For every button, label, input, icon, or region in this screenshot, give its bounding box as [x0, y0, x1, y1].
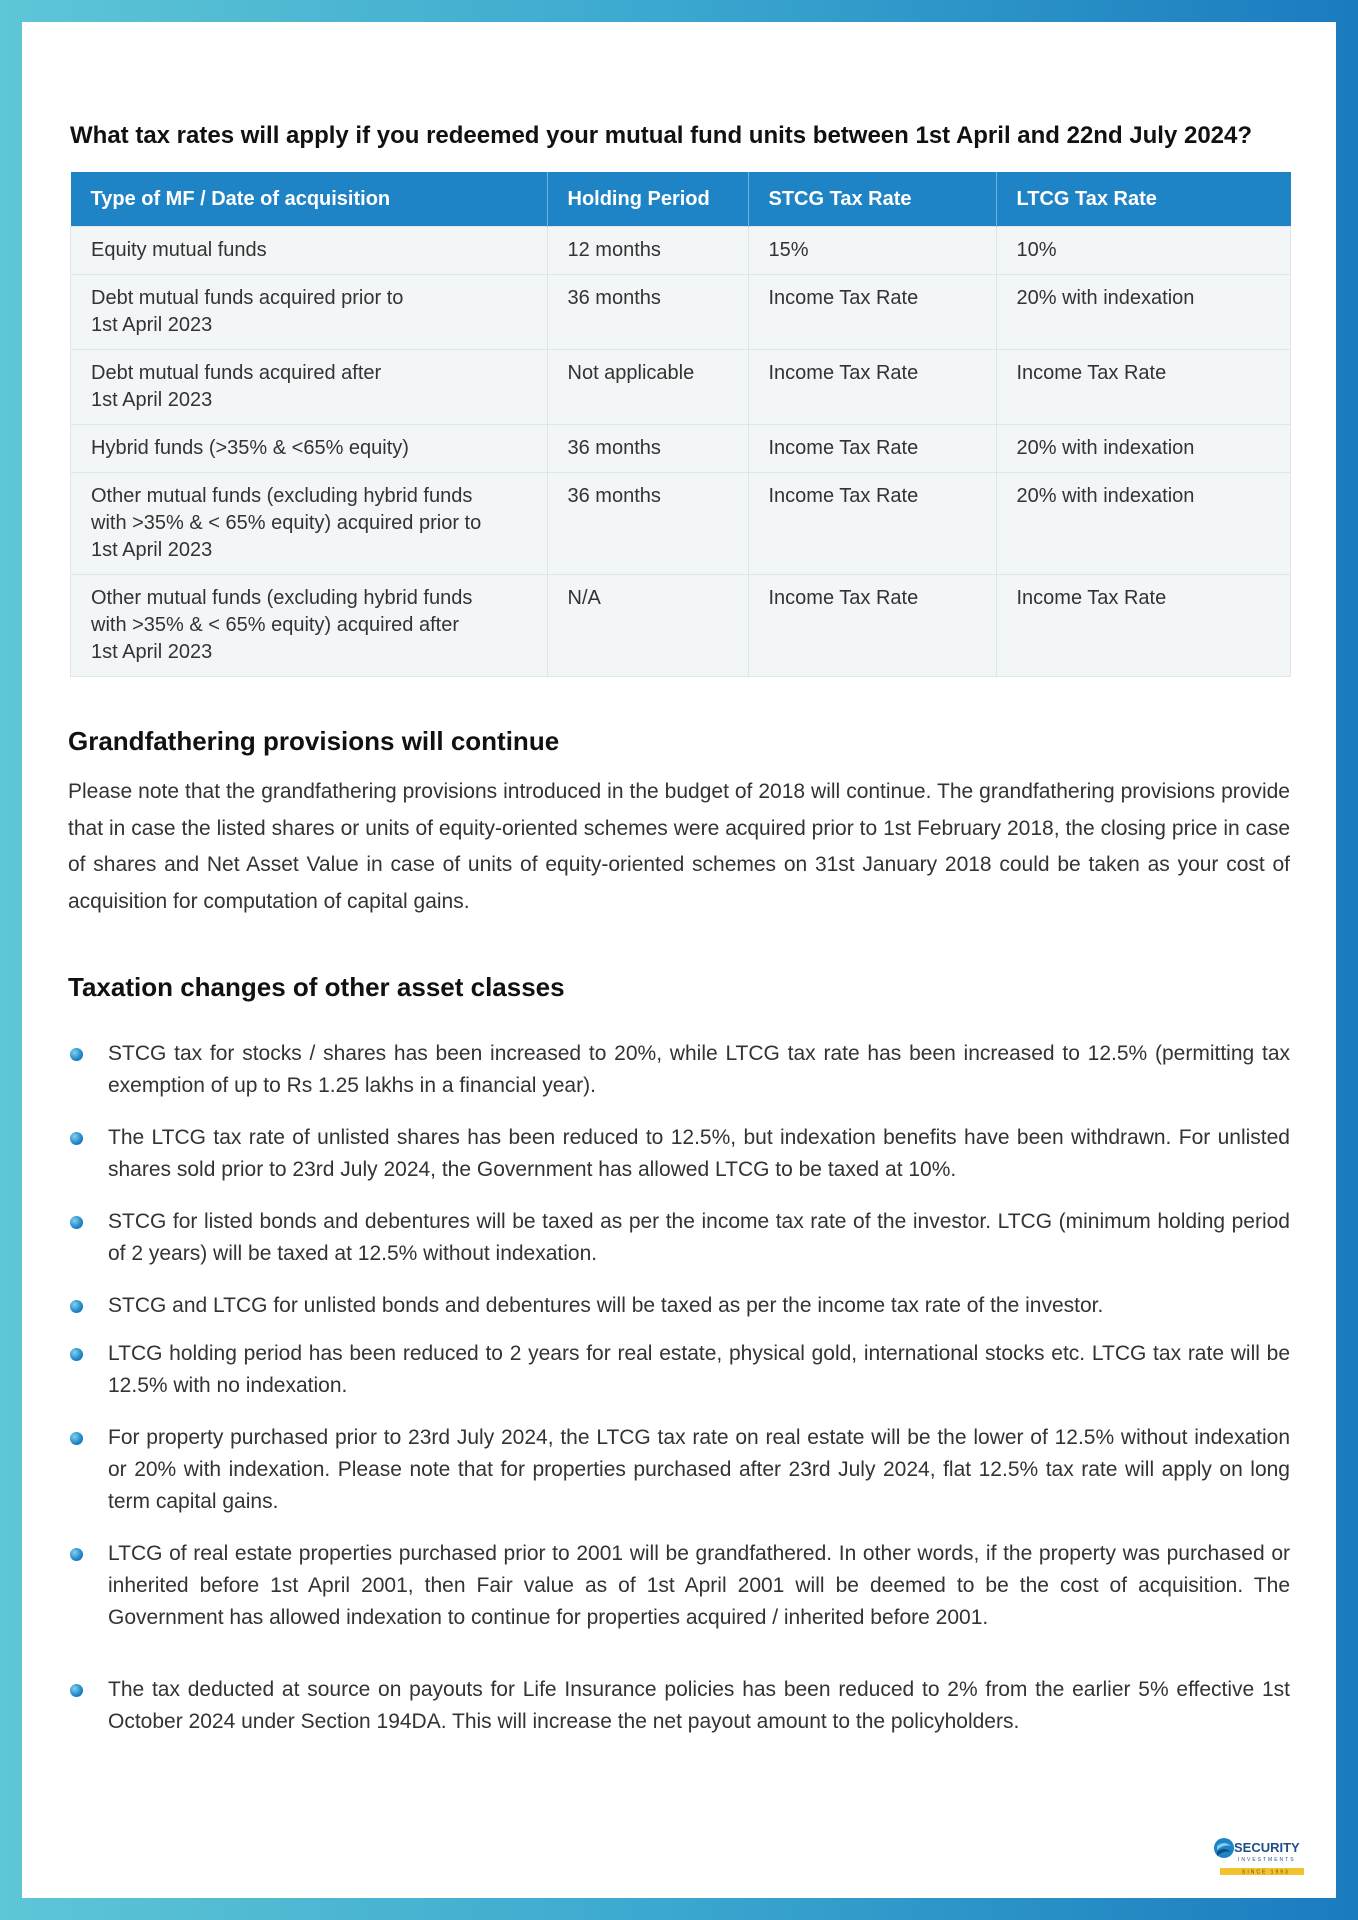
question-heading: What tax rates will apply if you redeemed your mutual fund units between 1st April and 22nd July 2024?	[70, 122, 1253, 149]
bullet-icon	[70, 1216, 83, 1229]
table-header-row	[71, 172, 1291, 227]
list-item-text: STCG tax for stocks / shares has been increased to 20%, while LTCG tax rate has been increased to 12.5% (permitting tax exemption of up to Rs 1.25 lakhs in a financial year).	[108, 1042, 1290, 1097]
list-item	[68, 1122, 1290, 1186]
cell-holding: Not applicable	[547, 350, 748, 425]
cell-stcg: Income Tax Rate	[748, 425, 996, 473]
bullet-icon	[70, 1348, 83, 1361]
cell-type: Debt mutual funds acquired after 1st April 2023	[71, 350, 548, 425]
bullet-icon	[70, 1548, 83, 1561]
cell-stcg: Income Tax Rate	[748, 350, 996, 425]
list-item-text: STCG for listed bonds and debentures will be taxed as per the income tax rate of the investor. LTCG (minimum holding period of 2 years) will be taxed at 12.5% without indexation.	[108, 1210, 1290, 1265]
table-row	[71, 227, 1291, 275]
bullet-icon	[70, 1432, 83, 1445]
list-item	[68, 1290, 1290, 1322]
cell-type: Equity mutual funds	[71, 227, 548, 275]
other-assets-heading: Taxation changes of other asset classes	[68, 972, 565, 1002]
cell-type: Other mutual funds (excluding hybrid funds with >35% & < 65% equity) acquired prior to 1st April 2023	[71, 473, 548, 575]
list-item	[68, 1038, 1290, 1102]
logo-name: SECURITY	[1234, 1840, 1300, 1855]
cell-ltcg: 20% with indexation	[996, 275, 1291, 350]
cell-stcg: Income Tax Rate	[748, 575, 996, 677]
cell-stcg: Income Tax Rate	[748, 473, 996, 575]
tax-rates-table	[70, 172, 1291, 677]
list-item-text: For property purchased prior to 23rd July 2024, the LTCG tax rate on real estate will be the lower of 12.5% without indexation or 20% with indexation. Please note that for properties purchased after 23rd July 2024, flat 12.5% tax rate will apply on long term capital gains.	[108, 1426, 1290, 1513]
document-page	[22, 22, 1336, 1898]
cell-ltcg: Income Tax Rate	[996, 350, 1291, 425]
table-row	[71, 275, 1291, 350]
list-item	[68, 1422, 1290, 1518]
cell-ltcg: 20% with indexation	[996, 425, 1291, 473]
bullet-icon	[70, 1132, 83, 1145]
list-item	[68, 1538, 1290, 1634]
header-stcg-rate: STCG Tax Rate	[748, 172, 996, 227]
header-ltcg-rate: LTCG Tax Rate	[996, 172, 1291, 227]
cell-type: Hybrid funds (>35% & <65% equity)	[71, 425, 548, 473]
cell-ltcg: 10%	[996, 227, 1291, 275]
list-item-text: STCG and LTCG for unlisted bonds and debentures will be taxed as per the income tax rate of the investor.	[108, 1294, 1104, 1317]
list-item-text: The tax deducted at source on payouts for Life Insurance policies has been reduced to 2% from the earlier 5% effective 1st October 2024 under Section 194DA. This will increase the net payout amount to the policyholders.	[108, 1678, 1290, 1733]
header-holding-period: Holding Period	[547, 172, 748, 227]
list-item	[68, 1674, 1290, 1738]
cell-type: Other mutual funds (excluding hybrid funds with >35% & < 65% equity) acquired after 1st April 2023	[71, 575, 548, 677]
table-row	[71, 473, 1291, 575]
logo-tagline: SINCE 1993	[1242, 1869, 1290, 1876]
cell-stcg: 15%	[748, 227, 996, 275]
list-item-text: LTCG holding period has been reduced to 2 years for real estate, physical gold, international stocks etc. LTCG tax rate will be 12.5% with no indexation.	[108, 1342, 1290, 1397]
cell-holding: 36 months	[547, 425, 748, 473]
table-row	[71, 350, 1291, 425]
security-investments-logo	[1212, 1832, 1308, 1880]
bullet-icon	[70, 1300, 83, 1313]
cell-stcg: Income Tax Rate	[748, 275, 996, 350]
grandfathering-heading: Grandfathering provisions will continue	[68, 726, 560, 756]
table-row	[71, 425, 1291, 473]
table-row	[71, 575, 1291, 677]
cell-holding: 36 months	[547, 473, 748, 575]
cell-ltcg: Income Tax Rate	[996, 575, 1291, 677]
other-assets-list	[68, 1038, 1290, 1738]
logo-sub: INVESTMENTS	[1238, 1857, 1296, 1863]
cell-holding: N/A	[547, 575, 748, 677]
list-item	[68, 1206, 1290, 1270]
list-item-text: The LTCG tax rate of unlisted shares has been reduced to 12.5%, but indexation benefits have been withdrawn. For unlisted shares sold prior to 23rd July 2024, the Government has allowed LTCG to be taxed at 10%.	[108, 1126, 1290, 1181]
bullet-icon	[70, 1048, 83, 1061]
list-item-text: LTCG of real estate properties purchased prior to 2001 will be grandfathered. In other words, if the property was purchased or inherited before 1st April 2001, then Fair value as of 1st April 2001 will be deemed to be the cost of acquisition. The Government has allowed indexation to continue for properties acquired / inherited before 2001.	[108, 1542, 1290, 1629]
cell-holding: 12 months	[547, 227, 748, 275]
cell-type: Debt mutual funds acquired prior to 1st April 2023	[71, 275, 548, 350]
cell-holding: 36 months	[547, 275, 748, 350]
header-type: Type of MF / Date of acquisition	[71, 172, 548, 227]
cell-ltcg: 20% with indexation	[996, 473, 1291, 575]
bullet-icon	[70, 1684, 83, 1697]
list-item	[68, 1338, 1290, 1402]
grandfathering-paragraph: Please note that the grandfathering provisions introduced in the budget of 2018 will continue. The grandfathering provisions provide that in case the listed shares or units of equity-oriented schemes were acquired prior to 1st February 2018, the closing price in case of shares and Net Asset Value in case of units of equity-oriented schemes on 31st January 2018 could be taken as your cost of acquisition for computation of capital gains.	[68, 780, 1290, 913]
